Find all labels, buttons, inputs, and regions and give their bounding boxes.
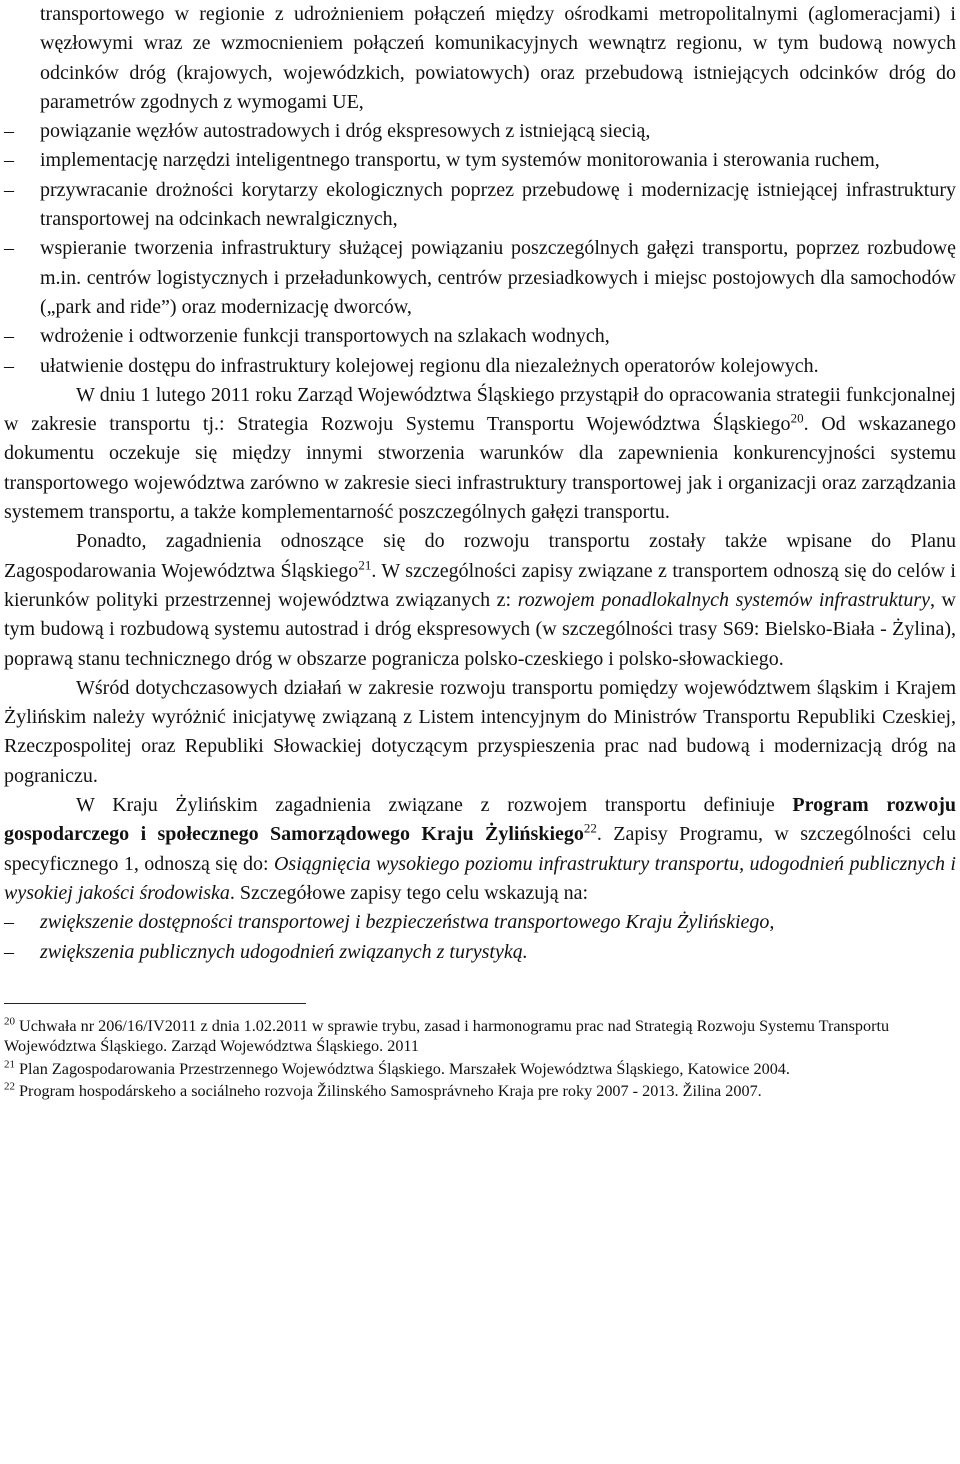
dash-marker: – bbox=[4, 178, 14, 201]
footnote-number: 22 bbox=[4, 1080, 15, 1093]
list-item: – powiązanie węzłów autostradowych i dróg ekspresowych z istniejącą siecią, bbox=[4, 117, 956, 146]
dash-marker: – bbox=[4, 911, 14, 934]
dash-marker: – bbox=[4, 237, 14, 260]
dash-marker: – bbox=[4, 354, 14, 377]
list-item: – ułatwienie dostępu do infrastruktury kolejowej regionu dla niezależnych operatorów kolejowych. bbox=[4, 352, 956, 381]
paragraph-initiatives: Wśród dotychczasowych działań w zakresie rozwoju transportu pomiędzy województwem śląskim i Krajem Żylińskim należy wyróżnić inicjatywę związaną z Listem intencyjnym do Ministrów Transportu Republiki Czeskiej, Rzeczpospolitej oraz Republiki Słowackiej dotyczącym przyspieszenia prac nad budową i modernizacją dróg na pograniczu. bbox=[4, 676, 956, 787]
footnote-separator bbox=[4, 1003, 306, 1004]
list-item: – zwiększenie dostępności transportowej i bezpieczeństwa transportowego Kraju Żylińskiego, bbox=[4, 908, 956, 937]
list-item: – wspieranie tworzenia infrastruktury służącej powiązaniu poszczególnych gałęzi transportu, poprzez rozbudowę m.in. centrów logistycznych i przeładunkowych, centrów przesiadkowych i miejsc postojowych dla samochodów („park and ride”) oraz modernizację dworców, bbox=[4, 234, 956, 322]
footnote-number: 20 bbox=[4, 1015, 15, 1028]
list-item: – przywracanie drożności korytarzy ekologicznych poprzez przebudowę i modernizację istniejącej infrastruktury transportowej na odcinkach newralgicznych, bbox=[4, 176, 956, 235]
dash-marker: – bbox=[4, 149, 14, 172]
list-item: – implementację narzędzi inteligentnego transportu, w tym systemów monitorowania i sterowania ruchem, bbox=[4, 146, 956, 175]
paragraph-strategy: W dniu 1 lutego 2011 roku Zarząd Województwa Śląskiego przystąpił do opracowania strategii funkcjonalnej w zakresie transportu tj.: Strategia Rozwoju Systemu Transportu Województwa Śląskiego$^{20}$. Od wskazanego dokumentu oczekuje się między innymi stworzenia warunków dla zapewnienia konkurencyjności systemu transportowego województwa zarówno w zakresie sieci infrastruktury transportowej jak i organizacji oraz zarządzania systemem transportu, a także komplementarność poszczególnych gałęzi transportu. bbox=[4, 383, 956, 524]
list-item: – wdrożenie i odtworzenie funkcji transportowych na szlakach wodnych, bbox=[4, 322, 956, 351]
footnote-ref: 21 bbox=[358, 556, 372, 572]
dash-marker: – bbox=[4, 940, 14, 963]
document-page bbox=[4, 0, 956, 1104]
footnote: $^{22}$ Program hospodárskeho a sociálneho rozvoja Žilinského Samosprávneho Kraja pre roky 2007 - 2013. Žilina 2007. bbox=[4, 1080, 762, 1101]
footnote: $^{21}$ Plan Zagospodarowania Przestrzennego Województwa Śląskiego. Marszałek Województwa Śląskiego, Katowice 2004. bbox=[4, 1058, 790, 1078]
footnote-ref: 20 bbox=[790, 410, 804, 426]
bullet-list-1 bbox=[4, 117, 956, 381]
paragraph-plan: Ponadto, zagadnienia odnoszące się do rozwoju transportu zostały także wpisane do Planu Zagospodarowania Województwa Śląskiego$^{21}$. W szczególności zapisy związane z transportem odnoszą się do celów i kierunków polityki przestrzennej województwa związanych z: rozwojem ponadlokalnych systemów infrastruktury, w tym budową i rozbudową systemu autostrad i dróg ekspresowych (w szczególności trasy S69: Bielsko-Biała - Żylina), poprawą stanu technicznego dróg w obszarze pogranicza polsko-czeskiego i polsko-słowackiego. bbox=[4, 530, 956, 670]
footnote-ref: 22 bbox=[583, 820, 597, 836]
footnote-number: 21 bbox=[4, 1058, 15, 1071]
dash-marker: – bbox=[4, 325, 14, 348]
footnote: $^{20}$ Uchwała nr 206/16/IV2011 z dnia 1.02.2011 w sprawie trybu, zasad i harmonogramu prac nad Strategią Rozwoju Systemu Transportu Województwa Śląskiego. Zarząd Województwa Śląskiego. 2011 bbox=[4, 1015, 890, 1056]
bullet-list-2 bbox=[4, 908, 956, 967]
footnotes bbox=[4, 1016, 956, 1102]
dash-marker: – bbox=[4, 120, 14, 143]
paragraph-zilina-program: W Kraju Żylińskim zagadnienia związane z rozwojem transportu definiuje Program rozwoju gospodarczego i społecznego Samorządowego Kraju Żylińskiego$^{22}$. Zapisy Programu, w szczególności celu specyficznego 1, odnoszą się do: Osiągnięcia wysokiego poziomu infrastruktury transportu, udogodnień publicznych i wysokiej jakości środowiska. Szczegółowe zapisy tego celu wskazują na: bbox=[4, 794, 957, 904]
list-item: – zwiększenia publicznych udogodnień związanych z turystyką. bbox=[4, 938, 956, 967]
intro-continuation: transportowego w regionie z udrożnieniem połączeń między ośrodkami metropolitalnymi (aglomeracjami) i węzłowymi wraz ze wzmocnieniem połączeń komunikacyjnych wewnątrz regionu, w tym budową nowych odcinków dróg (krajowych, wojewódzkich, powiatowych) oraz przebudową istniejących odcinków dróg do parametrów zgodnych z wymogami UE, bbox=[40, 3, 956, 113]
